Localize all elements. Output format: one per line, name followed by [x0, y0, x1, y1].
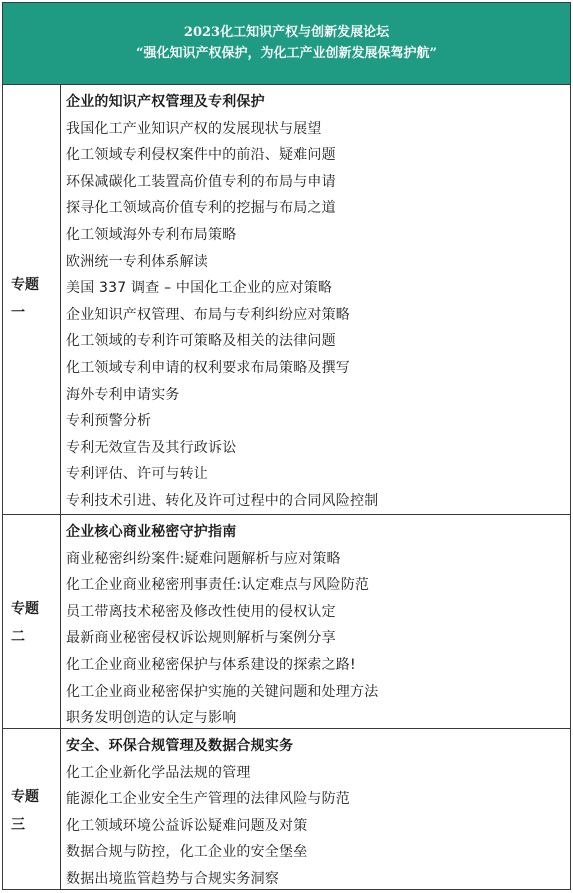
topic-item: 专利技术引进、转化及许可过程中的合同风险控制: [66, 492, 379, 509]
topic-section-2: [3, 515, 570, 729]
forum-table: [2, 2, 571, 890]
topic-heading: 企业核心商业秘密守护指南: [66, 524, 237, 540]
topic-label-top: 专题: [11, 601, 39, 617]
topic-item-list: [66, 733, 566, 893]
topic-item: 化工领域的专利许可策略及相关的法律问题: [66, 333, 336, 350]
topic-item: 海外专利申请实务: [66, 386, 180, 403]
topic-item-list: [66, 519, 566, 732]
topic-label-top: 专题: [11, 789, 39, 805]
topic-heading: 安全、环保合规管理及数据合规实务: [66, 738, 294, 754]
topic-item: 美国 337 调查 – 中国化工企业的应对策略: [66, 280, 333, 297]
topic-item: 员工带离技术秘密及修改性使用的侵权认定: [66, 603, 336, 620]
topic-item: 最新商业秘密侵权诉讼规则解析与案例分享: [66, 630, 336, 647]
topic-item: 数据出境监管趋势与合规实务洞察: [66, 870, 279, 887]
topic-item: 探寻化工领域高价值专利的挖掘与布局之道: [66, 200, 336, 217]
forum-title: 2023化工知识产权与创新发展论坛: [183, 25, 390, 40]
topic-item: 企业知识产权管理、布局与专利纠纷应对策略: [66, 306, 350, 323]
topic-section-3: [3, 729, 570, 889]
topic-item: 能源化工企业安全生产管理的法律风险与防范: [66, 791, 350, 808]
topic-heading: 企业的知识产权管理及专利保护: [66, 94, 265, 110]
topic-label-3: [3, 729, 61, 889]
topic-item: 化工领域专利申请的权利要求布局策略及撰写: [66, 359, 350, 376]
topic-label-top: 专题: [11, 277, 39, 293]
topic-item: 欧洲统一专利体系解读: [66, 253, 208, 270]
forum-slogan: “强化知识产权保护，为化工产业创新发展保驾护航”: [136, 46, 437, 61]
topic-item: 专利评估、许可与转让: [66, 466, 208, 483]
topic-item: 化工领域环境公益诉讼疑难问题及对策: [66, 817, 308, 834]
topic-label-number: 三: [11, 817, 25, 833]
topic-item: 环保减碳化工装置高价值专利的布局与申请: [66, 173, 336, 190]
topic-item-list: [66, 89, 566, 515]
topic-item: 我国化工产业知识产权的发展现状与展望: [66, 120, 322, 137]
topic-item: 职务发明创造的认定与影响: [66, 710, 237, 727]
topic-item: 化工企业商业秘密刑事责任:认定难点与风险防范: [66, 577, 370, 594]
topic-section-1: [3, 85, 570, 515]
topic-label-number: 一: [11, 305, 25, 321]
topic-item: 化工领域海外专利布局策略: [66, 226, 237, 243]
topic-label-2: [3, 515, 61, 728]
topic-item: 数据合规与防控，化工企业的安全堡垒: [66, 844, 308, 861]
topic-item: 化工企业商业秘密保护与体系建设的探索之路!: [66, 656, 356, 673]
forum-header: [3, 3, 570, 85]
topic-item: 化工企业商业秘密保护实施的关键问题和处理方法: [66, 683, 379, 700]
topic-item: 专利无效宣告及其行政诉讼: [66, 439, 237, 456]
topic-item: 化工企业新化学品法规的管理: [66, 764, 251, 781]
topic-item: 专利预警分析: [66, 413, 152, 430]
topic-label-number: 二: [11, 629, 25, 645]
topic-item: 商业秘密纠纷案件:疑难问题解析与应对策略: [66, 550, 341, 567]
topic-item: 化工领域专利侵权案件中的前沿、疑难问题: [66, 147, 336, 164]
topic-label-1: [3, 85, 61, 514]
